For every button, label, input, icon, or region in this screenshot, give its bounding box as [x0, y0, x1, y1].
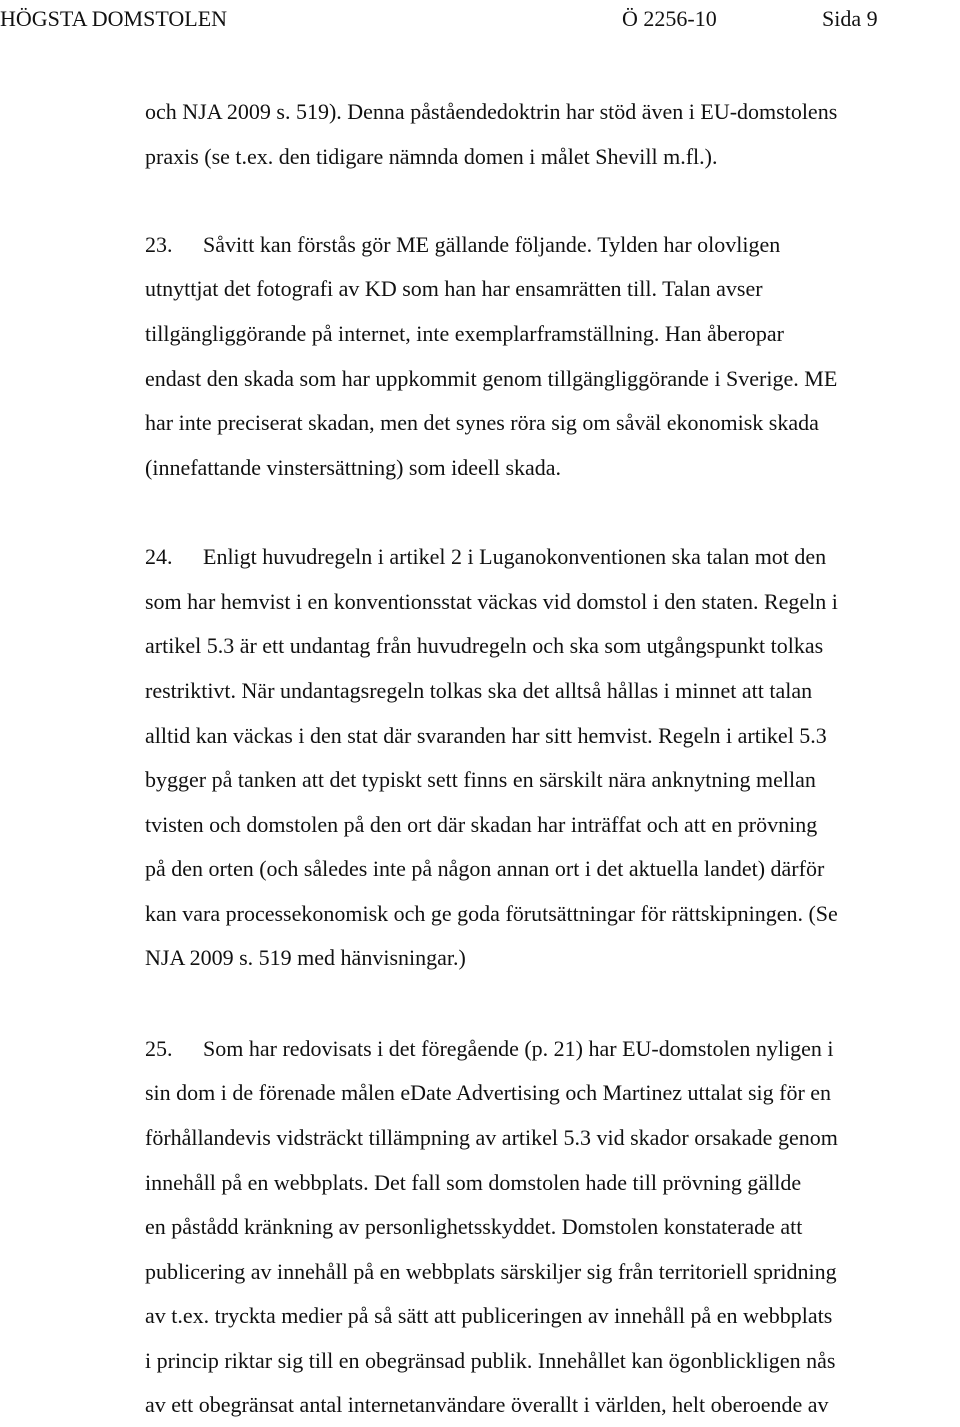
body-line: alltid kan väckas i den stat där svaranden har sitt hemvist. Regeln i artikel 5.3 [145, 723, 827, 748]
paragraph-text: Enligt huvudregeln i artikel 2 i Luganokonventionen ska talan mot den [203, 544, 827, 569]
body-line: restriktivt. När undantagsregeln tolkas ska det alltså hållas i minnet att talan [145, 678, 813, 703]
case-number: Ö 2256-10 [622, 6, 717, 31]
body-line: sin dom i de förenade målen eDate Advertising och Martinez uttalat sig för en [145, 1080, 832, 1105]
paragraph-first-line [145, 1034, 945, 1064]
paragraph-number: 23. [145, 232, 173, 257]
paragraph-number: 24. [145, 544, 173, 569]
paragraph-text: Som har redovisats i det föregående (p. 21) har EU-domstolen nyligen i [203, 1036, 834, 1061]
body-line: tvisten och domstolen på den ort där skadan har inträffat och att en prövning [145, 812, 818, 837]
paragraph-number: 25. [145, 1036, 173, 1061]
body-line: bygger på tanken att det typiskt sett finns en särskilt nära anknytning mellan [145, 767, 816, 792]
body-line: NJA 2009 s. 519 med hänvisningar.) [145, 945, 466, 970]
body-line: tillgängliggörande på internet, inte exemplarframställning. Han åberopar [145, 321, 784, 346]
body-line: som har hemvist i en konventionsstat väckas vid domstol i den staten. Regeln i [145, 589, 838, 614]
paragraph-first-line [145, 230, 945, 260]
body-line: (innefattande vinstersättning) som ideell skada. [145, 455, 562, 480]
body-line: förhållandevis vidsträckt tillämpning av artikel 5.3 vid skador orsakade genom [145, 1125, 838, 1150]
body-line: endast den skada som har uppkommit genom tillgängliggörande i Sverige. ME [145, 366, 838, 391]
body-line: publicering av innehåll på en webbplats särskiljer sig från territoriell spridning [145, 1259, 837, 1284]
body-line: utnyttjat det fotografi av KD som han har ensamrätten till. Talan avser [145, 276, 763, 301]
page-header [0, 4, 960, 34]
body-line: praxis (se t.ex. den tidigare nämnda domen i målet Shevill m.fl.). [145, 144, 718, 169]
body-line: i princip riktar sig till en obegränsad publik. Innehållet kan ögonblickligen nås [145, 1348, 836, 1373]
body-line: och NJA 2009 s. 519). Denna påståendedoktrin har stöd även i EU-domstolens [145, 99, 838, 124]
paragraph-text: Såvitt kan förstås gör ME gällande följande. Tylden har olovligen [203, 232, 781, 257]
body-line: kan vara processekonomisk och ge goda förutsättningar för rättskipningen. (Se [145, 901, 838, 926]
body-line: en påstådd kränkning av personlighetsskyddet. Domstolen konstaterade att [145, 1214, 803, 1239]
page-number: Sida 9 [822, 6, 878, 31]
body-line: artikel 5.3 är ett undantag från huvudregeln och ska som utgångspunkt tolkas [145, 633, 824, 658]
body-line: av t.ex. tryckta medier på så sätt att publiceringen av innehåll på en webbplats [145, 1303, 833, 1328]
body-line: har inte preciserat skadan, men det synes röra sig om såväl ekonomisk skada [145, 410, 819, 435]
body-line: på den orten (och således inte på någon annan ort i det aktuella landet) därför [145, 856, 825, 881]
paragraph-first-line [145, 542, 945, 572]
court-name: HÖGSTA DOMSTOLEN [0, 6, 228, 31]
body-line: innehåll på en webbplats. Det fall som domstolen hade till prövning gällde [145, 1170, 802, 1195]
body-line: av ett obegränsat antal internetanvändare överallt i världen, helt oberoende av [145, 1392, 829, 1417]
